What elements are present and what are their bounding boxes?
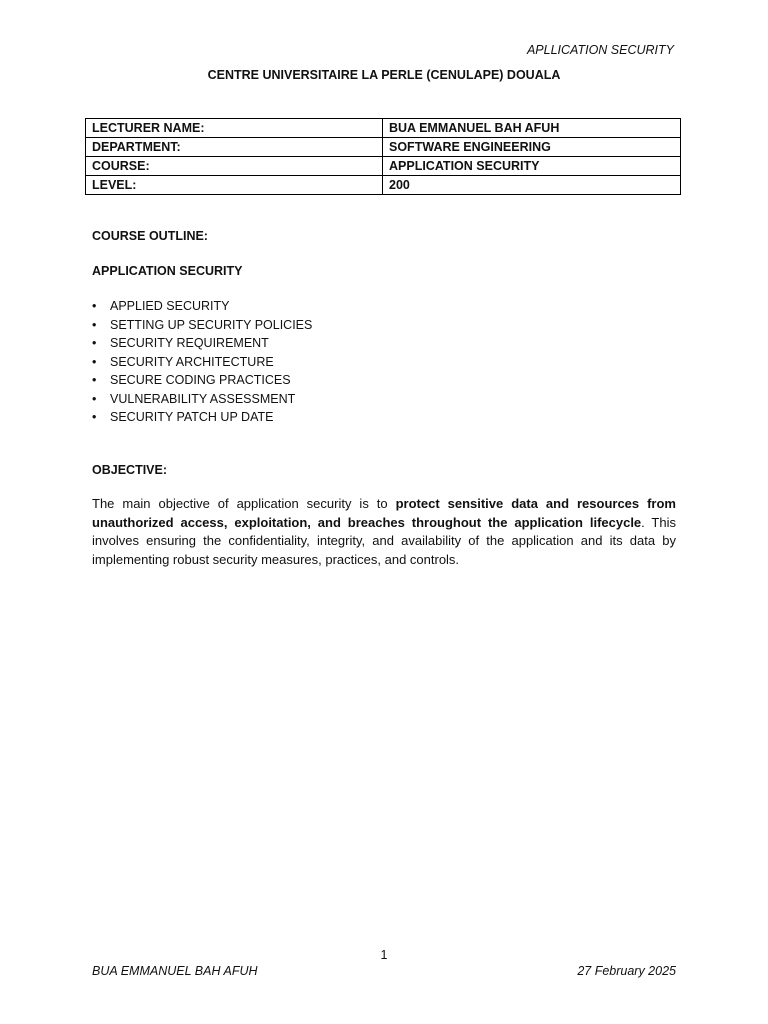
table-value: APPLICATION SECURITY: [383, 157, 681, 176]
list-item: • SECURITY REQUIREMENT: [92, 334, 312, 353]
bullet-icon: •: [92, 336, 97, 350]
bullet-icon: •: [92, 391, 97, 406]
list-item: • APPLIED SECURITY: [92, 297, 312, 316]
list-item: • SECURE CODING PRACTICES: [92, 371, 312, 390]
list-item: • VULNERABILITY ASSESSMENT: [92, 390, 312, 409]
table-row: [86, 138, 681, 157]
list-item: • SETTING UP SECURITY POLICIES: [92, 316, 312, 335]
objective-emphasis: protect sensitive data and resources from unauthorized access, exploitation, and breaches throughout the application lifecycle: [92, 496, 676, 530]
footer-date: 27 February 2025: [577, 964, 676, 978]
bullet-icon: •: [92, 373, 97, 387]
course-info-table: [85, 118, 681, 195]
table-row: [86, 157, 681, 176]
table-key: COURSE:: [86, 157, 383, 176]
topic-list: [92, 297, 312, 427]
objective-paragraph: The main objective of application security is to protect sensitive data and resources from unauthorized access, exploitation, and breaches throughout the application lifecycle. This involves ensuring the confidentiality, integrity, and availability of the application and its data by implementing robust security measures, practices, and controls.: [92, 496, 676, 567]
bullet-icon: •: [92, 410, 97, 424]
table-key: LEVEL:: [86, 176, 383, 195]
course-outline-heading: COURSE OUTLINE:: [92, 229, 208, 243]
bullet-icon: •: [92, 354, 97, 369]
footer-author: BUA EMMANUEL BAH AFUH: [92, 964, 258, 978]
table-value: BUA EMMANUEL BAH AFUH: [383, 119, 681, 138]
table-value: 200: [383, 176, 681, 195]
objective-heading: OBJECTIVE:: [92, 463, 168, 477]
table-key: LECTURER NAME:: [86, 119, 383, 138]
table-value: SOFTWARE ENGINEERING: [383, 138, 681, 157]
list-item: • SECURITY PATCH UP DATE: [92, 408, 312, 427]
list-item: • SECURITY ARCHITECTURE: [92, 353, 312, 372]
table-key: DEPARTMENT:: [86, 138, 383, 157]
table-row: [86, 119, 681, 138]
running-header: APLLICATION SECURITY: [526, 43, 674, 57]
course-title-heading: APPLICATION SECURITY: [92, 264, 243, 278]
table-row: [86, 176, 681, 195]
page-number: 1: [380, 948, 388, 962]
institution-title: CENTRE UNIVERSITAIRE LA PERLE (CENULAPE) DOUALA: [207, 68, 561, 82]
bullet-icon: •: [92, 317, 97, 332]
bullet-icon: •: [92, 299, 97, 313]
